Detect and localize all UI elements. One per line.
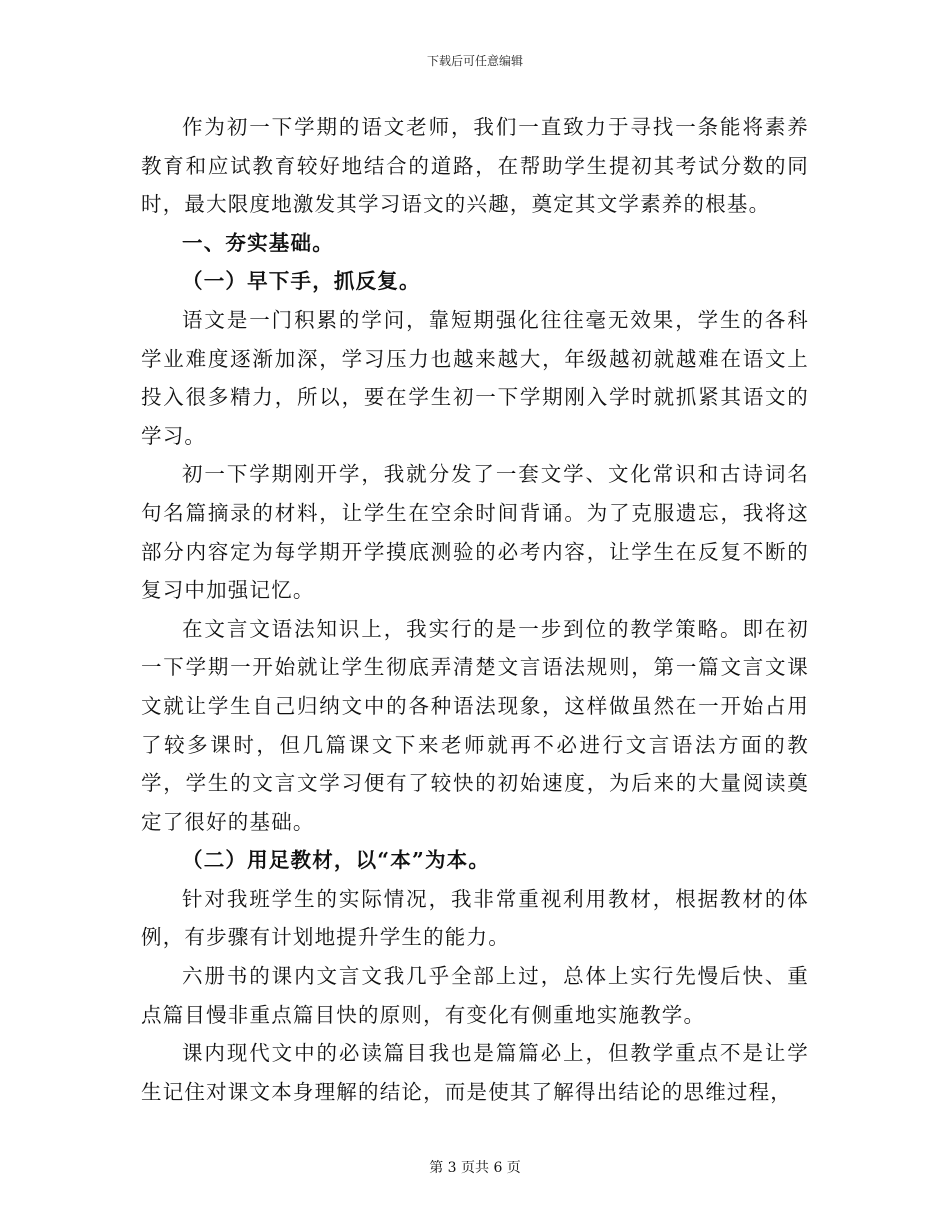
paragraph: 初一下学期刚开学，我就分发了一套文学、文化常识和古诗词名句名篇摘录的材料，让学生在空余时间背诵。为了克服遗忘，我将这部分内容定为每学期开学摸底测验的必考内容，让学生在反复不断的复习中加强记忆。	[141, 462, 809, 603]
page-header-note: 下载后可任意编辑	[426, 54, 523, 68]
paragraph: 针对我班学生的实际情况，我非常重视利用教材，根据教材的体例，有步骤有计划地提升学生的能力。	[141, 886, 809, 950]
paragraph: 六册书的课内文言文我几乎全部上过，总体上实行先慢后快、重点篇目慢非重点篇目快的原则，有变化有侧重地实施教学。	[141, 964, 809, 1027]
document-body	[141, 108, 809, 1111]
subsection-heading-2: （二）用足教材，以“本”为本。	[182, 848, 491, 873]
paragraph: 语文是一门积累的学问，靠短期强化往往毫无效果，学生的各科学业难度逐渐加深，学习压力也越来越大，年级越初就越难在语文上投入很多精力，所以，要在学生初一下学期刚入学时就抓紧其语文的学习。	[141, 307, 809, 448]
intro-paragraph: 作为初一下学期的语文老师，我们一直致力于寻找一条能将素养教育和应试教育较好地结合的道路，在帮助学生提初其考试分数的同时，最大限度地激发其学习语文的兴趣，奠定其文学素养的根基。	[141, 115, 809, 217]
section-heading-1: 一、夯实基础。	[182, 230, 334, 255]
subsection-heading-1: （一）早下手，抓反复。	[182, 269, 421, 294]
paragraph: 在文言文语法知识上，我实行的是一步到位的教学策略。即在初一下学期一开始就让学生彻底弄清楚文言语法规则，第一篇文言文课文就让学生自己归纳文中的各种语法现象，这样做虽然在一开始占用了较多课时，但几篇课文下来老师就再不必进行文言语法方面的教学，学生的文言文学习便有了较快的初始速度，为后来的大量阅读奠定了很好的基础。	[141, 616, 809, 834]
paragraph: 课内现代文中的必读篇目我也是篇篇必上，但教学重点不是让学生记住对课文本身理解的结论，而是使其了解得出结论的思维过程，	[141, 1041, 809, 1104]
page-number: 第 3 页共 6 页	[429, 1160, 521, 1176]
